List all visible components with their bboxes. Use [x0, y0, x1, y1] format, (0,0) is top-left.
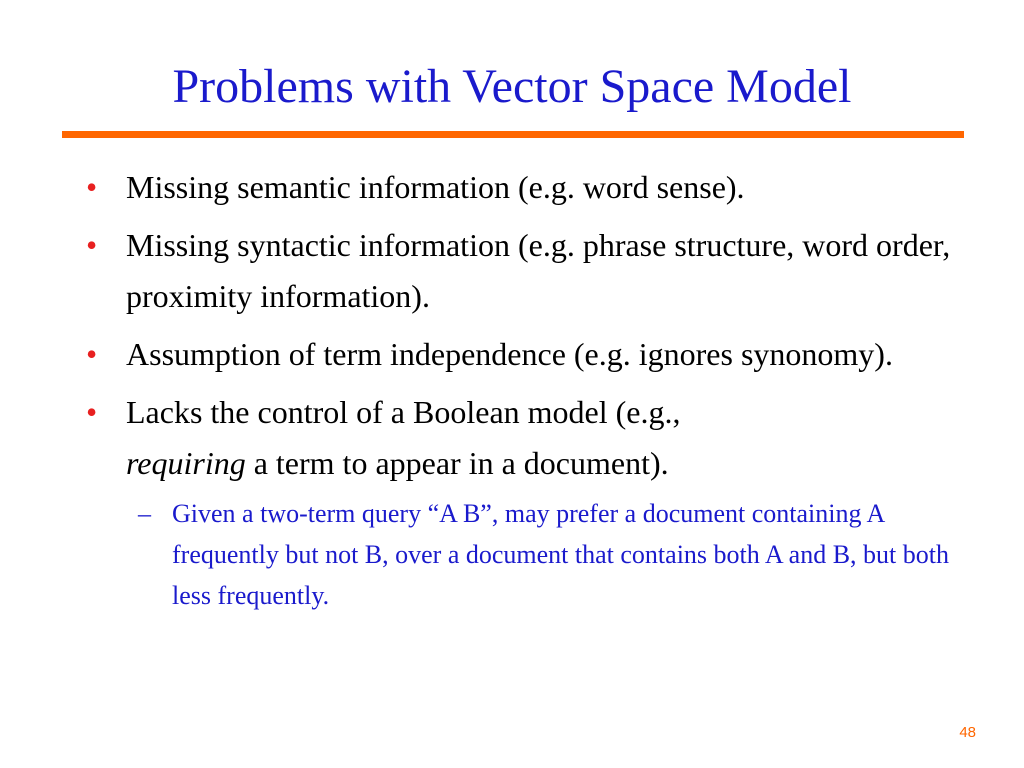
bullet-list [86, 162, 986, 623]
slide-title: Problems with Vector Space Model [172, 60, 852, 113]
page-number: 48 [959, 724, 976, 741]
bullet-item [86, 329, 986, 380]
sub-bullet-item [126, 493, 986, 616]
bullet-marker: • [86, 169, 98, 205]
bullet-text: Assumption of term independence (e.g. ignores synonomy). [126, 336, 893, 372]
bullet-item [86, 220, 986, 322]
bullet-text: Missing syntactic information (e.g. phrase structure, word order, proximity information). [126, 227, 951, 314]
bullet-emphasis: requiring [126, 445, 246, 481]
bullet-marker: • [86, 394, 98, 430]
title-underline [62, 131, 964, 138]
bullet-marker: • [86, 336, 98, 372]
sub-bullet-marker: – [138, 499, 151, 528]
sub-bullet-list [126, 493, 986, 616]
bullet-item [86, 162, 986, 213]
bullet-item [86, 387, 986, 616]
bullet-text-rest: a term to appear in a document). [245, 445, 669, 481]
bullet-marker: • [86, 227, 98, 263]
bullet-text-start: Lacks the control of a Boolean model (e.g., [126, 394, 681, 430]
sub-bullet-text: Given a two-term query “A B”, may prefer a document containing A frequently but not B, over a document that contains both A and B, but both less frequently. [172, 499, 949, 610]
bullet-text: Missing semantic information (e.g. word sense). [126, 169, 745, 205]
